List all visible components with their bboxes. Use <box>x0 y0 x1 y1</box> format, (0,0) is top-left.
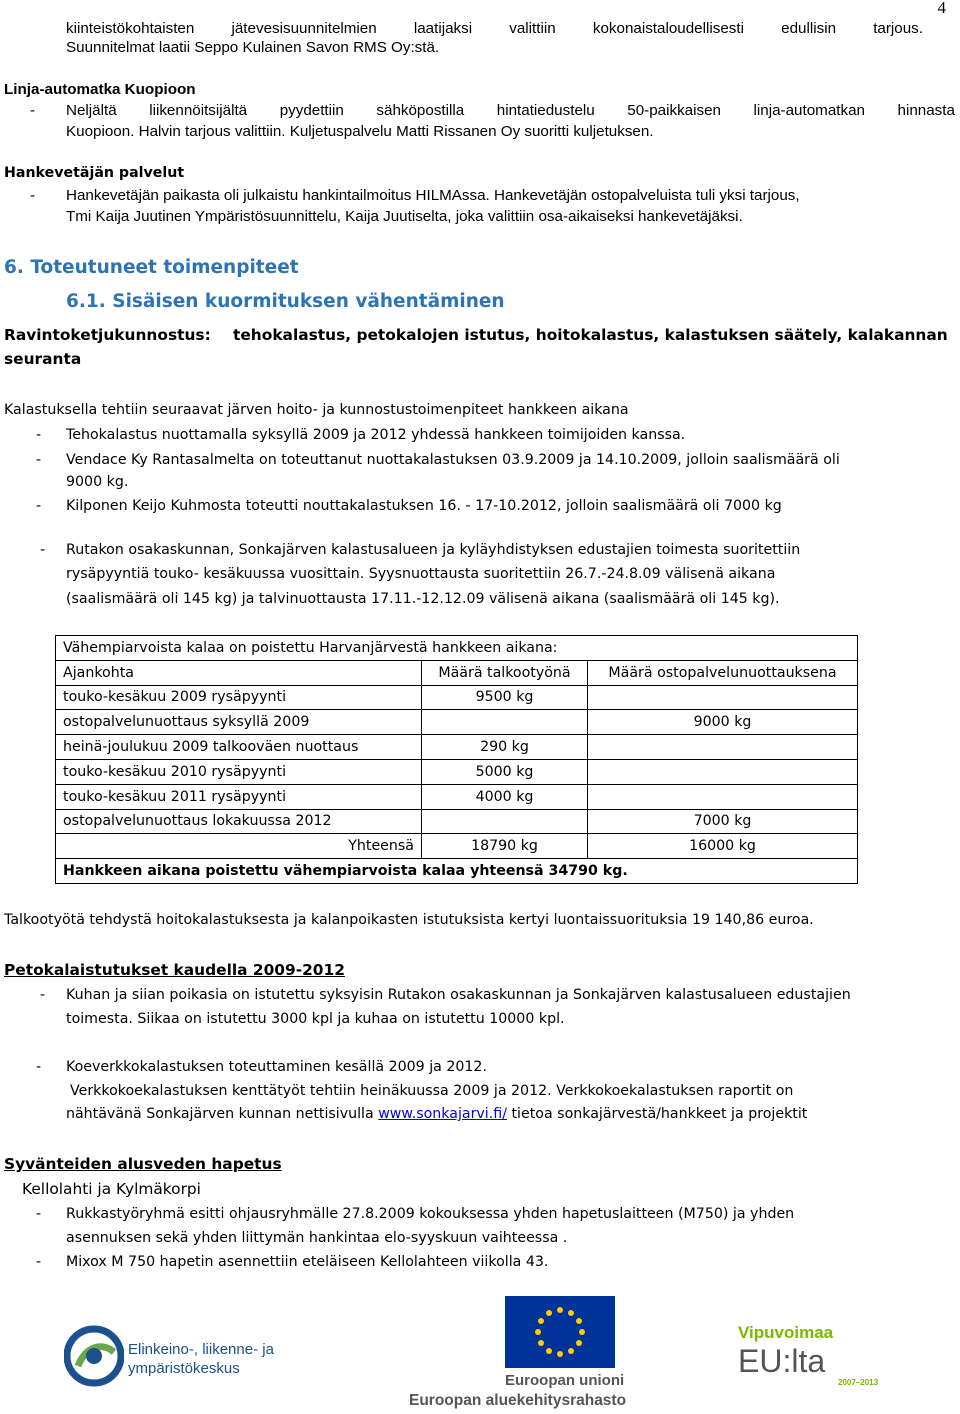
total-osto: 16000 kg <box>588 834 858 859</box>
syva-heading: Syvänteiden alusveden hapetus <box>4 1155 282 1173</box>
table-row <box>56 710 858 735</box>
table-header-row <box>56 660 858 685</box>
peto-item-1-cont: toimesta. Siikaa on istutettu 3000 kpl ja kuhaa on istutettu 10000 kpl. <box>66 1011 565 1027</box>
vip-text-1: Vipuvoimaa <box>738 1323 834 1342</box>
table-caption: Vähempiarvoista kalaa on poistettu Harvanjärvestä hankkeen aikana: <box>56 636 858 661</box>
table-total-row <box>56 834 858 859</box>
services-line-2: Tmi Kaija Juutinen Ympäristösuunnittelu, Kaija Juutiselta, joka valittiin osa-aikaiseksi hankevetäjäksi. <box>66 208 743 225</box>
intro-line-1 <box>66 19 923 39</box>
word: linja-automatkan <box>753 102 865 119</box>
services-heading: Hankevetäjän palvelut <box>4 165 185 181</box>
bullet-dash: - <box>30 102 36 119</box>
peto-item-2-cont-1: Verkkokoekalastuksen kenttätyöt tehtiin heinäkuussa 2009 ja 2012. Verkkokoekalastuksen raportit on <box>70 1083 794 1099</box>
table-cell: 9000 kg <box>588 710 858 735</box>
kalastus-intro: Kalastuksella tehtiin seuraavat järven hoito- ja kunnostustoimenpiteet hankkeen aikana <box>4 402 629 418</box>
ravinto-text: tehokalastus, petokalojen istutus, hoitokalastus, kalastuksen säätely, kalakannan <box>233 326 948 344</box>
kalastus-item-4-cont-1: rysäpyyntiä touko- kesäkuussa vuosittain. Syysnuottausta suoritettiin 26.7.-24.8.09 välisenä aikana <box>66 566 776 582</box>
kalastus-item-4-cont-2: (saalismäärä oli 145 kg) ja talvinuottausta 17.11.-12.12.09 välisenä aikana (saalismäärä oli 145 kg). <box>66 591 780 607</box>
word: kokonaistaloudellisesti <box>592 20 744 37</box>
eu-text-2: Euroopan aluekehitysrahasto <box>409 1392 627 1409</box>
ely-text-1: Elinkeino-, liikenne- ja <box>128 1341 274 1358</box>
word: sähköpostilla <box>376 102 465 119</box>
peto-heading: Petokalaistutukset kaudella 2009-2012 <box>4 961 345 979</box>
table-cell: 4000 kg <box>422 784 588 809</box>
sonkajarvi-link[interactable]: www.sonkajarvi.fi/ <box>378 1106 507 1122</box>
table-cell <box>422 809 588 834</box>
col-header-ajankohta: Ajankohta <box>56 660 422 685</box>
table-cell: 7000 kg <box>588 809 858 834</box>
bullet-dash: - <box>36 452 42 468</box>
table-cell: 290 kg <box>422 735 588 760</box>
word: edullisin <box>781 20 837 37</box>
table-cell <box>588 685 858 710</box>
bullet-dash: - <box>40 987 46 1003</box>
word: valittiin <box>509 20 556 37</box>
word: kiinteistökohtaisten <box>66 20 195 37</box>
word: hintatiedustelu <box>496 102 595 119</box>
services-line-1: Hankevetäjän paikasta oli julkaistu hankintailmoitus HILMAssa. Hankevetäjän ostopalveluista tuli yksi tarjous, <box>66 187 800 204</box>
ely-logo <box>64 1322 294 1392</box>
intro-line-2: Suunnitelmat laatii Seppo Kulainen Savon RMS Oy:stä. <box>66 39 440 56</box>
table-cell: touko-kesäkuu 2011 rysäpyynti <box>56 784 422 809</box>
bullet-dash: - <box>30 187 36 204</box>
bullet-dash: - <box>40 542 46 558</box>
word: pyydettiin <box>279 102 344 119</box>
bus-line-2: Kuopioon. Halvin tarjous valittiin. Kuljetuspalvelu Matti Rissanen Oy suoritti kuljetuksen. <box>66 123 654 140</box>
peto-item-2: Koeverkkokalastuksen toteuttaminen kesällä 2009 ja 2012. <box>66 1059 487 1075</box>
peto-item-1: Kuhan ja siian poikasia on istutettu syksyisin Rutakon osakaskunnan ja Sonkajärven kalastusalueen edustajien <box>66 987 851 1003</box>
table-cell: heinä-joulukuu 2009 talkooväen nuottaus <box>56 735 422 760</box>
syva-item-1-cont: asennuksen sekä yhden liittymän hankintaa elo-syyskuun vaihteessa . <box>66 1230 568 1246</box>
ely-text-2: ympäristökeskus <box>128 1360 240 1377</box>
word: jätevesisuunnitelmien <box>231 20 377 37</box>
peto-link-post: tietoa sonkajärvestä/hankkeet ja projektit <box>506 1106 808 1122</box>
bullet-dash: - <box>36 1254 42 1270</box>
kalastus-item-3: Kilponen Keijo Kuhmosta toteutti nouttakalastuksen 16. - 17-10.2012, jolloin saalismäärä oli 7000 kg <box>66 498 782 514</box>
table-cell: 5000 kg <box>422 759 588 784</box>
word: laatijaksi <box>413 20 473 37</box>
vip-text-2: EU:lta <box>738 1343 826 1379</box>
peto-item-2-cont-2 <box>66 1104 807 1124</box>
total-talkoo: 18790 kg <box>422 834 588 859</box>
syva-item-1: Rukkastyöryhmä esitti ohjausryhmälle 27.8.2009 kokouksessa yhden hapetuslaitteen (M750) ja yhden <box>66 1206 795 1222</box>
bullet-dash: - <box>36 498 42 514</box>
total-label: Yhteensä <box>56 834 422 859</box>
eu-logo <box>405 1296 635 1414</box>
bullet-dash: - <box>36 1206 42 1222</box>
table-cell <box>422 710 588 735</box>
table-cell <box>588 735 858 760</box>
word: 50-paikkaisen <box>627 102 721 119</box>
kalastus-item-1: Tehokalastus nuottamalla syksyllä 2009 ja 2012 yhdessä hankkeen toimijoiden kanssa. <box>66 427 686 443</box>
table-cell: ostopalvelunuottaus syksyllä 2009 <box>56 710 422 735</box>
kalastus-item-2-cont: 9000 kg. <box>66 474 129 490</box>
bus-line-1 <box>66 101 955 121</box>
table-cell <box>588 759 858 784</box>
col-header-osto: Määrä ostopalvelunuottauksena <box>588 660 858 685</box>
table-summary-row <box>56 859 858 884</box>
table-cell: touko-kesäkuu 2010 rysäpyynti <box>56 759 422 784</box>
bullet-dash: - <box>36 1059 42 1075</box>
page-number: 4 <box>937 0 946 17</box>
bullet-dash: - <box>36 427 42 443</box>
table-cell: ostopalvelunuottaus lokakuussa 2012 <box>56 809 422 834</box>
word: liikennöitsijältä <box>149 102 248 119</box>
talkootyo-text: Talkootyötä tehdystä hoitokalastuksesta ja kalanpoikasten istutuksista kertyi luontaissuorituksia 19 140,86 euroa. <box>4 912 814 928</box>
syva-item-2: Mixox M 750 hapetin asennettiin eteläiseen Kellolahteen viikolla 43. <box>66 1254 549 1270</box>
col-header-talkoo: Määrä talkootyönä <box>422 660 588 685</box>
peto-link-pre: nähtävänä Sonkajärven kunnan nettisivulla <box>66 1106 379 1122</box>
kalastus-item-2: Vendace Ky Rantasalmelta on toteuttanut nuottakalastuksen 03.9.2009 ja 14.10.2009, jolloin saalismäärä oli <box>66 452 840 468</box>
word: hinnasta <box>897 102 955 119</box>
table-row <box>56 685 858 710</box>
fish-removal-table <box>55 635 858 884</box>
table-cell: 9500 kg <box>422 685 588 710</box>
bus-heading: Linja-automatka Kuopioon <box>4 81 196 98</box>
syva-subheading: Kellolahti ja Kylmäkorpi <box>22 1180 201 1198</box>
table-row <box>56 735 858 760</box>
kalastus-item-4: Rutakon osakaskunnan, Sonkajärven kalastusalueen ja kyläyhdistyksen edustajien toimesta suoritettiin <box>66 542 801 558</box>
table-row <box>56 809 858 834</box>
ravinto-label: Ravintoketjukunnostus: <box>4 326 211 344</box>
table-caption-row <box>56 636 858 661</box>
table-row <box>56 784 858 809</box>
eu-text-1: Euroopan unioni <box>505 1372 625 1389</box>
word: tarjous. <box>873 20 923 37</box>
table-cell <box>588 784 858 809</box>
section-heading-6-1: 6.1. Sisäisen kuormituksen vähentäminen <box>66 291 505 312</box>
section-heading-6: 6. Toteutuneet toimenpiteet <box>4 257 299 278</box>
word: Neljältä <box>66 102 117 119</box>
ely-emblem-icon <box>64 1322 124 1390</box>
vip-years: 2007–2013 <box>838 1378 879 1387</box>
ravinto-cont: seuranta <box>4 350 82 368</box>
eu-flag-icon <box>505 1296 615 1368</box>
table-summary: Hankkeen aikana poistettu vähempiarvoista kalaa yhteensä 34790 kg. <box>56 859 858 884</box>
table-row <box>56 759 858 784</box>
table-cell: touko-kesäkuu 2009 rysäpyynti <box>56 685 422 710</box>
vipuvoimaa-logo <box>738 1322 888 1392</box>
